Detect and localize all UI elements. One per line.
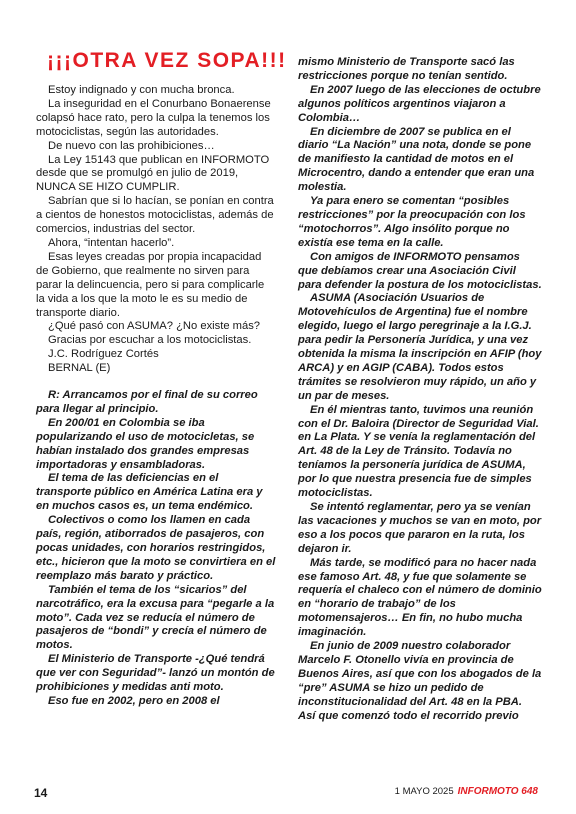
letter-signature-name: J.C. Rodríguez Cortés: [48, 348, 159, 361]
reply-paragraph: En él mientras tanto, tuvimos una reunión con el Dr. Baloira (Director de Seguridad Vial. en La Plata. Y se venía la reglamentación del Art. 48 de la Ley de Tránsito. Todavía no teníamos la personería jurídica de ASUMA, por lo que nuestra presencia fue de simples motociclistas.: [298, 403, 539, 500]
reply-paragraph: El tema de las deficiencias en el transporte público en América Latina era y en muchos casos es, un tema endémico.: [36, 472, 263, 513]
reply-paragraph: Ya para enero se comentan “posibles restricciones” por la preocupación con los “motochorros”. Algo insólito porque no existía ese tema en la calle.: [298, 195, 526, 249]
reply-paragraph: El Ministerio de Transporte -¿Qué tendrá que ver con Seguridad”- lanzó un montón de prohibiciones y medidas anti moto.: [36, 653, 275, 694]
reply-paragraph: Colectivos o como los llamen en cada país, región, atiborrados de pasajeros, con pocas unidades, con horarios restringidos, etc., hicieron que la moto se convirtiera en el reemplazo más barato y práctico.: [36, 514, 276, 582]
letter-paragraph: De nuevo con las prohibiciones…: [48, 139, 215, 152]
reply-paragraph: Eso fue en 2002, pero en 2008 el: [48, 694, 220, 707]
reply-paragraph: En 2007 luego de las elecciones de octubre algunos políticos argentinos viajaron a Colombia…: [298, 83, 541, 124]
reader-letter: [36, 84, 276, 376]
page-number: 14: [34, 786, 48, 800]
letter-paragraph: Esas leyes creadas por propia incapacidad de Gobierno, que realmente no sirven para parar la delincuencia, pero si para complicarle la vida a los que la moto le es su medio de transporte diario.: [36, 250, 265, 319]
footer-info: [395, 786, 538, 797]
letter-paragraph: Ahora, “intentan hacerlo”.: [48, 236, 175, 249]
letter-paragraph: La inseguridad en el Conurbano Bonaerense colapsó hace rato, pero la culpa la tenemos los motociclistas, según las autoridades.: [36, 97, 271, 138]
magazine-brand: INFORMOTO 648: [457, 786, 538, 797]
letter-paragraph: Sabrían que si lo hacían, se ponían en contra a cientos de honestos motociclistas, además de comercios, industrias del sector.: [36, 195, 274, 236]
reply-paragraph: Con amigos de INFORMOTO pensamos que debíamos crear una Asociación Civil para defender la postura de los motociclistas.: [298, 250, 542, 291]
reply-paragraph: mismo Ministerio de Transporte sacó las restricciones porque no tenían sentido.: [298, 56, 515, 82]
letter-paragraph: Estoy indignado y con mucha bronca.: [48, 84, 235, 96]
reply-paragraph: Se intentó reglamentar, pero ya se venían las vacaciones y muchos se van en moto, por eso a los pocos que pararon en la ruta, los dejaron ir.: [298, 501, 542, 555]
issue-date: 1 MAYO 2025: [394, 786, 454, 797]
letter-paragraph: La Ley 15143 que publican en INFORMOTO desde que se promulgó en julio de 2019, NUNCA SE HIZO CUMPLIR.: [36, 153, 270, 194]
letter-signature-place: BERNAL (E): [48, 362, 111, 375]
reply-paragraph: También el tema de los “sicarios” del narcotráfico, era la excusa para “pegarle a la moto”. Cada vez se reducía el número de pasajeros de “bondi” y crecía el número de motos.: [36, 583, 275, 652]
reply-paragraph: En diciembre de 2007 se publica en el diario “La Nación” una nota, donde se pone de manifiesto la cantidad de motos en el Microcentro, dando a entender que eran una molestia.: [298, 125, 535, 194]
letter-paragraph: Gracias por escuchar a los motociclistas.: [48, 334, 252, 347]
letter-paragraph: ¿Qué pasó con ASUMA? ¿No existe más?: [48, 320, 261, 333]
reply-paragraph: En 200/01 en Colombia se iba popularizando el uso de motocicletas, se habían instalado dos grandes empresas importadoras y ensambladoras.: [36, 416, 255, 471]
reply-paragraph: Más tarde, se modificó para no hacer nada ese famoso Art. 48, y fue que solamente se requería el chaleco con el número de dominio en “horario de trabajo” de los motomensajeros… En fin, no hubo mucha imaginación.: [298, 556, 542, 639]
editor-reply-right: [298, 56, 542, 724]
reply-paragraph: R: Arrancamos por el final de su correo para llegar al principio.: [36, 389, 258, 415]
reply-paragraph: En junio de 2009 nuestro colaborador Marcelo F. Otonello vivía en provincia de Buenos Aires, así que con los abogados de la “pre” ASUMA se hizo un pedido de inconstitucionalidad del Art. 48 en la PBA. Así que comenzó todo el recorrido previo: [298, 640, 542, 722]
left-column: [36, 50, 276, 709]
article-title: ¡¡¡OTRA VEZ SOPA!!!: [47, 49, 287, 72]
editor-reply-left: [36, 389, 276, 709]
reply-paragraph: ASUMA (Asociación Usuarios de Motovehículos de Argentina) fue el nombre elegido, luego el largo peregrinaje a la I.G.J. para pedir la Personería Jurídica, y una vez obtenida la misma la inscripción en AFIP (hoy ARCA) y en AGIP (CABA). Todos estos trámites se resolvieron muy rápido, un año y un par de meses.: [298, 292, 542, 402]
